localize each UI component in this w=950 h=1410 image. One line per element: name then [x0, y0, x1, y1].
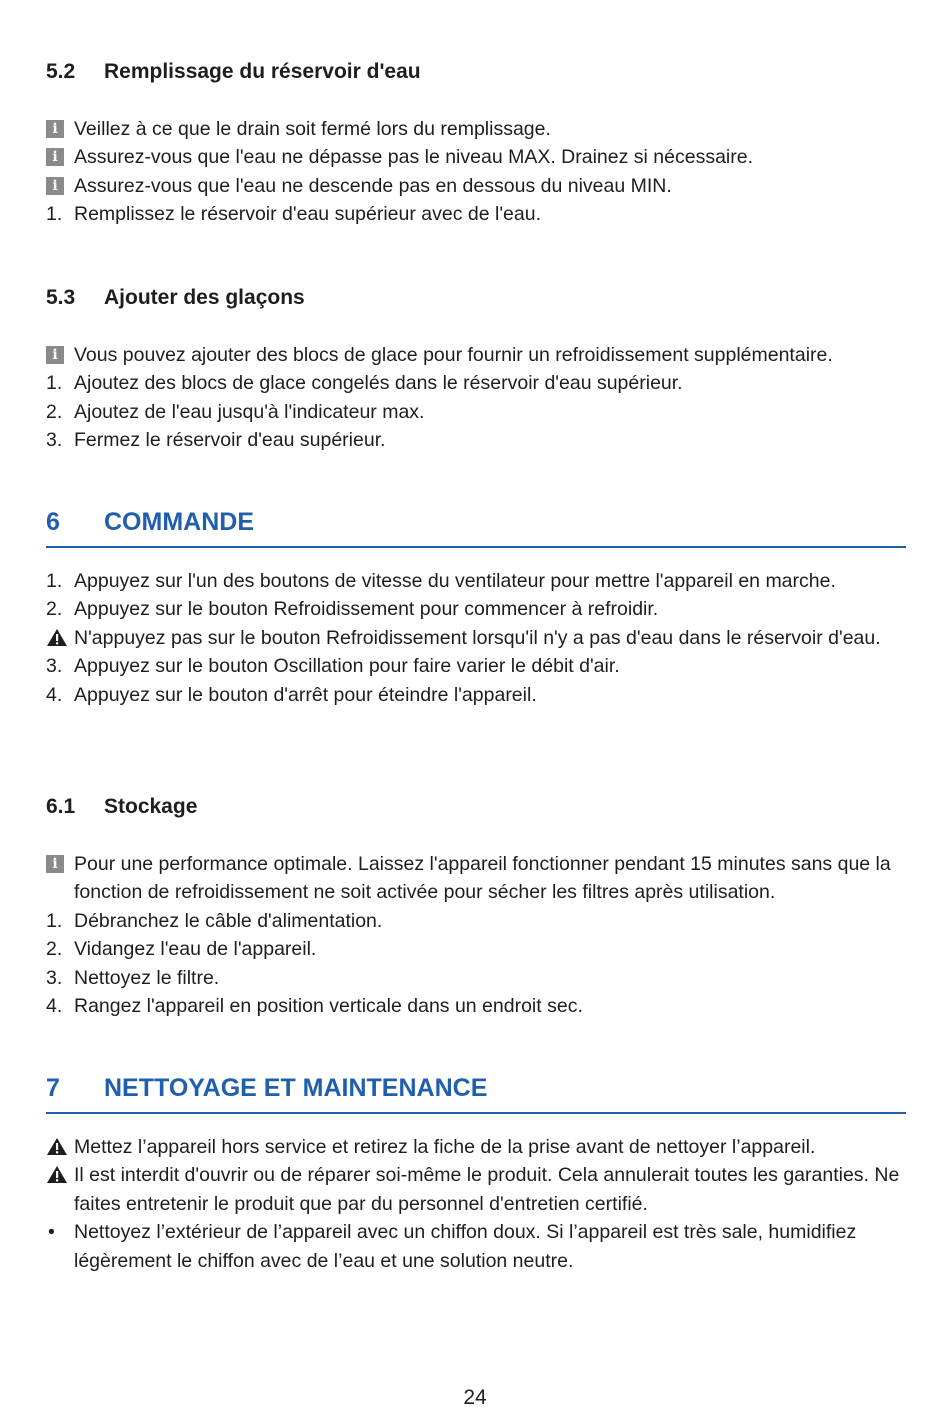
item-text: Vidangez l'eau de l'appareil. [74, 938, 317, 961]
list-item [46, 143, 908, 171]
item-text: Ajoutez des blocs de glace congelés dans le réservoir d'eau supérieur. [74, 372, 683, 395]
list-item [46, 1218, 908, 1275]
list-item [46, 681, 908, 709]
list-7 [46, 1133, 908, 1275]
list-item [46, 115, 908, 143]
list-item [46, 200, 908, 228]
section-heading-5-2 [46, 57, 906, 87]
list-item [46, 624, 908, 652]
page-number: 24 [463, 1386, 487, 1409]
item-number: 2. [46, 598, 63, 621]
item-text: Ajoutez de l'eau jusqu'à l'indicateur max. [74, 400, 425, 423]
section-heading-5-3 [46, 283, 906, 313]
list-item [46, 652, 908, 680]
warning-icon [46, 1161, 74, 1188]
list-item [46, 369, 908, 397]
list-6 [46, 567, 908, 709]
list-item [46, 172, 908, 200]
item-number: 3. [46, 655, 63, 678]
item-text: Fermez le réservoir d'eau supérieur. [74, 429, 386, 452]
item-text: Pour une performance optimale. Laissez l'appareil fonctionner pendant 15 minutes sans que la fonction de refroidissement ne soit activée pour sécher les filtres après utilisation. [74, 853, 891, 904]
warning-icon [46, 1133, 74, 1160]
item-number: 3. [46, 966, 63, 989]
list-item [46, 341, 908, 369]
info-icon: i [46, 172, 74, 200]
list-6-1 [46, 850, 908, 1020]
item-text: Assurez-vous que l'eau ne dépasse pas le niveau MAX. Drainez si nécessaire. [74, 146, 754, 169]
item-text: Appuyez sur l'un des boutons de vitesse du ventilateur pour mettre l'appareil en marche. [74, 570, 836, 592]
item-text: Rangez l'appareil en position verticale dans un endroit sec. [74, 995, 583, 1018]
info-icon: i [46, 115, 74, 143]
item-number: 3. [46, 429, 63, 452]
item-number: 1. [46, 909, 63, 932]
item-text: Nettoyez le filtre. [74, 966, 220, 989]
item-text: N'appuyez pas sur le bouton Refroidissement lorsqu'il n'y a pas d'eau dans le réservoir d'eau. [74, 626, 881, 649]
section-number: 5.2 [46, 60, 76, 83]
section-title: Stockage [104, 795, 198, 818]
chapter-title: COMMANDE [104, 508, 254, 536]
info-icon: i [46, 341, 74, 369]
list-item [46, 964, 908, 992]
chapter-title: NETTOYAGE ET MAINTENANCE [104, 1074, 488, 1102]
bullet-marker: • [48, 1221, 55, 1244]
info-icon: i [46, 850, 74, 878]
item-text: Assurez-vous que l'eau ne descende pas en dessous du niveau MIN. [74, 174, 672, 197]
item-text: Débranchez le câble d'alimentation. [74, 909, 383, 932]
section-title: Ajouter des glaçons [104, 286, 305, 309]
list-item [46, 850, 908, 907]
item-number: 4. [46, 995, 63, 1018]
list-item [46, 595, 908, 623]
item-text: Veillez à ce que le drain soit fermé lors du remplissage. [74, 118, 551, 140]
list-item [46, 1133, 908, 1161]
section-title: Remplissage du réservoir d'eau [104, 60, 421, 83]
list-item [46, 426, 908, 454]
chapter-heading-7 [46, 1070, 906, 1114]
item-number: 2. [46, 400, 63, 423]
list-item [46, 1161, 908, 1218]
list-item [46, 398, 908, 426]
item-number: 4. [46, 683, 63, 706]
item-number: 2. [46, 938, 63, 961]
item-text: Appuyez sur le bouton d'arrêt pour éteindre l'appareil. [74, 683, 537, 706]
chapter-number: 7 [46, 1074, 60, 1102]
list-item [46, 907, 908, 935]
section-number: 6.1 [46, 795, 76, 818]
section-number: 5.3 [46, 286, 76, 309]
list-item [46, 567, 908, 595]
item-text: Appuyez sur le bouton Oscillation pour faire varier le débit d'air. [74, 655, 620, 678]
list-item [46, 935, 908, 963]
item-text: Vous pouvez ajouter des blocs de glace pour fournir un refroidissement supplémentaire. [74, 344, 833, 366]
section-heading-6-1 [46, 792, 906, 822]
list-item [46, 992, 908, 1020]
item-text: Nettoyez l’extérieur de l’appareil avec un chiffon doux. Si l’appareil est très sale, humidifiez légèrement le chiffon avec de l’eau et une solution neutre. [74, 1221, 857, 1272]
item-text: Mettez l’appareil hors service et retirez la fiche de la prise avant de nettoyer l’appareil. [74, 1136, 816, 1158]
list-5-3 [46, 341, 908, 455]
chapter-heading-6 [46, 504, 906, 548]
item-number: 1. [46, 372, 63, 395]
item-number: 1. [46, 570, 63, 592]
chapter-number: 6 [46, 508, 60, 536]
item-text: Il est interdit d'ouvrir ou de réparer soi-même le produit. Cela annulerait toutes les garanties. Ne faites entretenir le produit que par du personnel d'entretien certifié. [74, 1164, 900, 1215]
warning-icon [46, 624, 74, 651]
list-5-2 [46, 115, 908, 229]
item-text: Remplissez le réservoir d'eau supérieur avec de l'eau. [74, 203, 542, 226]
item-number: 1. [46, 203, 63, 226]
item-text: Appuyez sur le bouton Refroidissement pour commencer à refroidir. [74, 598, 659, 621]
info-icon: i [46, 143, 74, 171]
